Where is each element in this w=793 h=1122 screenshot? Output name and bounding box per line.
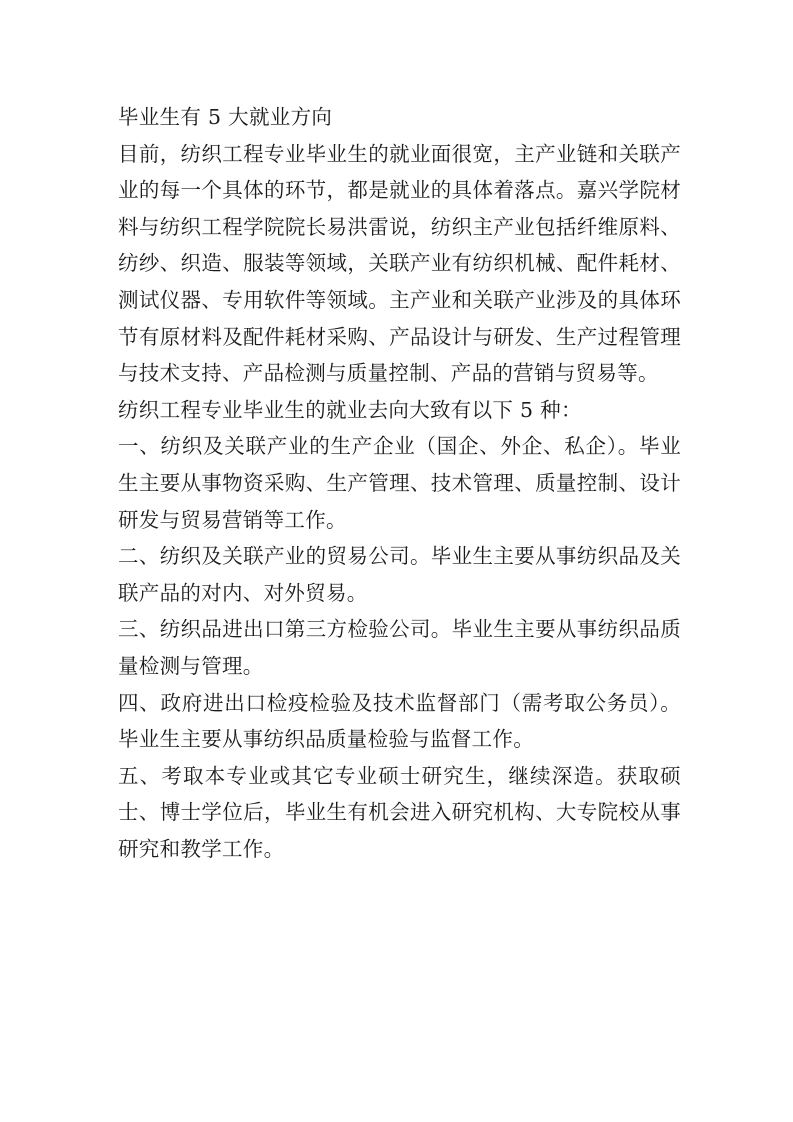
document-body: [118, 99, 681, 867]
direction-item-5: 五、考取本专业或其它专业硕士研究生，继续深造。获取硕士、博士学位后，毕业生有机会进入研究机构、大专院校从事研究和教学工作。: [118, 763, 681, 861]
intro-paragraph: 目前，纺织工程专业毕业生的就业面很宽，主产业链和关联产业的每一个具体的环节，都是就业的具体着落点。嘉兴学院材料与纺织工程学院院长易洪雷说，纺织主产业包括纤维原料、纺纱、织造、服装等领域，关联产业有纺织机械、配件耗材、测试仪器、专用软件等领域。主产业和关联产业涉及的具体环节有原材料及配件耗材采购、产品设计与研发、生产过程管理与技术支持、产品检测与质量控制、产品的营销与贸易等。: [118, 141, 681, 386]
summary-paragraph: 纺织工程专业毕业生的就业去向大致有以下 5 种：: [118, 397, 582, 422]
direction-item-1: 一、纺织及关联产业的生产企业（国企、外企、私企）。毕业生主要从事物资采购、生产管理、技术管理、质量控制、设计研发与贸易营销等工作。: [118, 434, 681, 532]
direction-item-4: 四、政府进出口检疫检验及技术监督部门（需考取公务员）。毕业生主要从事纺织品质量检验与监督工作。: [118, 690, 681, 752]
direction-item-3: 三、纺织品进出口第三方检验公司。毕业生主要从事纺织品质量检测与管理。: [118, 617, 681, 678]
direction-item-2: 二、纺织及关联产业的贸易公司。毕业生主要从事纺织品及关联产品的对内、对外贸易。: [118, 544, 681, 605]
section-heading: 毕业生有 5 大就业方向: [118, 105, 333, 129]
